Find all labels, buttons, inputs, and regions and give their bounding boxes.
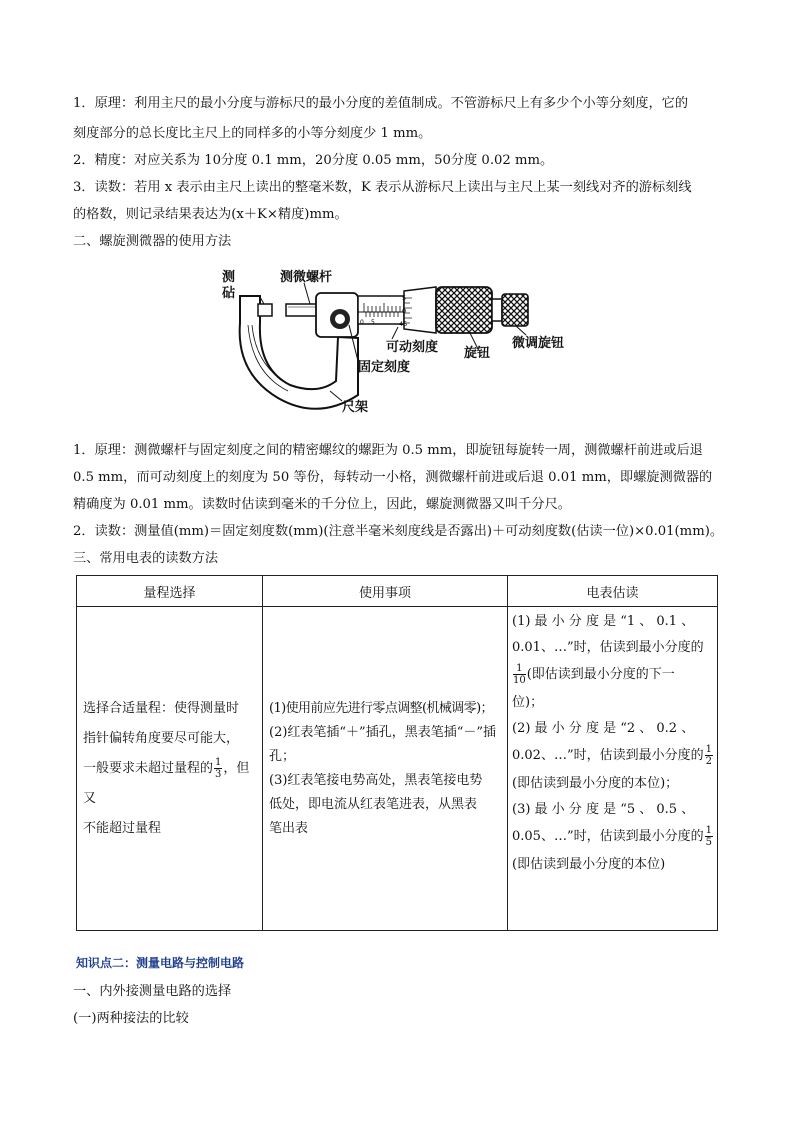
usage-line2: (2)红表笔插“＋”插孔，黑表笔插“－”插 [269, 724, 496, 740]
usage-line6: 笔出表 [269, 820, 309, 836]
figure-label-spindle: 测微螺杆 [280, 270, 333, 285]
estimate-line1: (1) 最 小 分 度 是 “1 、 0.1 、 [512, 614, 695, 629]
vernier-reading-line2: 的格数，则记录结果表达为(x＋K×精度)mm。 [73, 207, 348, 222]
range-line4: 不能超过量程 [83, 820, 162, 836]
subsection-subheading: (一)两种接法的比较 [73, 1011, 189, 1026]
micrometer-principle-line1: 1．原理：测微螺杆与固定刻度之间的精密螺纹的螺距为 0.5 mm，即旋钮每旋转一周，测微螺杆前进或后退 [73, 443, 703, 458]
usage-line3: 孔； [269, 748, 296, 764]
table-cell-range [77, 607, 263, 931]
table-cell-estimate [508, 607, 718, 931]
estimate-line8: (3) 最 小 分 度 是 “5 、 0.5 、 [512, 801, 695, 817]
section-heading-micrometer: 二、螺旋测微器的使用方法 [73, 234, 232, 249]
anvil-shape [258, 304, 272, 316]
figure-label-frame: 尺架 [342, 400, 369, 415]
estimate-line7: (即估读到最小分度的本位)； [512, 776, 679, 791]
knowledge-point-title: 知识点二：测量电路与控制电路 [76, 956, 245, 970]
table-row [77, 607, 718, 931]
fraction-one-half: $\frac{1}{2}$ [705, 744, 712, 767]
estimate-line4: 位)； [512, 695, 544, 710]
usage-line1: (1)使用前应先进行零点调整(机械调零)； [269, 700, 493, 716]
usage-line4: (3)红表笔接电势高处，黑表笔接电势 [269, 772, 483, 788]
usage-line5: 低处，即电流从红表笔进表，从黑表 [269, 796, 478, 812]
estimate-line3: $\frac{1}{10}$ (即估读到最小分度的下一 [513, 663, 675, 686]
figure-label-thimble-scale: 可动刻度 [386, 340, 439, 355]
table-header-range: 量程选择 [77, 576, 263, 607]
table-header-row [77, 576, 718, 607]
table-cell-usage [263, 607, 508, 931]
micrometer-principle-line3: 精确度为 0.01 mm。读数时估读到毫米的千分位上，因此，螺旋测微器又叫千分尺。 [73, 497, 571, 512]
vernier-precision: 2．精度：对应关系为 10分度 0.1 mm，20分度 0.05 mm，50分度 0.02 mm。 [73, 153, 554, 168]
fraction-one-tenth: $\frac{1}{10}$ [513, 663, 526, 686]
range-line2: 指针偏转角度要尽可能大， [83, 730, 240, 746]
micrometer-reading: 2．读数：测量值(mm)＝固定刻度数(mm)(注意半毫米刻度线是否露出)＋可动刻度数(估读一位)×0.01(mm)。 [73, 524, 724, 539]
thimble-tick-0: 0 [402, 307, 407, 315]
sleeve-shape [358, 294, 407, 324]
micrometer-figure [208, 263, 584, 423]
micrometer-principle-line2: 0.5 mm，而可动刻度上的刻度为 50 等份，每转动一小格，测微螺杆前进或后退 0.01 mm，即螺旋测微器的 [73, 470, 713, 485]
estimate-line6: 0.02、…”时，估读到最小分度的 $\frac{1}{2}$ [512, 744, 712, 767]
meter-reading-table [76, 575, 718, 931]
sleeve-label-5: 5 [371, 319, 375, 326]
estimate-line5: (2) 最 小 分 度 是 “2 、 0.2 、 [512, 720, 695, 736]
estimate-line2: 0.01、…”时，估读到最小分度的 [512, 639, 704, 655]
figure-label-sleeve-scale: 固定刻度 [358, 360, 411, 375]
fraction-one-third: $\frac{1}{3}$ [215, 756, 222, 780]
table-header-usage: 使用事项 [263, 576, 508, 607]
range-line1: 选择合适量程：使得测量时 [83, 700, 240, 716]
vernier-principle-line2: 刻度部分的总长度比主尺上的同样多的小等分刻度少 1 mm。 [73, 126, 432, 141]
figure-label-anvil-1: 测 [222, 270, 236, 285]
sleeve-label-0: 0 [360, 319, 364, 326]
thimble-tick-45: 45 [399, 320, 408, 328]
thimble-shape [404, 287, 436, 333]
figure-label-anvil-2: 砧 [222, 286, 236, 301]
range-line3: 一般要求未超过量程的 $\frac{1}{3}$ ，但又 [83, 756, 250, 806]
vernier-reading-line1: 3．读数：若用 x 表示由主尺上读出的整毫米数，K 表示从游标尺上读出与主尺上某一刻线对齐的游标刻线 [73, 180, 692, 195]
fraction-one-fifth: $\frac{1}{5}$ [705, 825, 712, 848]
section-heading-meters: 三、常用电表的读数方法 [73, 551, 219, 566]
vernier-principle-line1: 1．原理：利用主尺的最小分度与游标尺的最小分度的差值制成。不管游标尺上有多少个小等分刻度，它的 [73, 96, 689, 111]
ratchet-shape [502, 294, 528, 326]
estimate-line9: 0.05、…”时，估读到最小分度的 $\frac{1}{5}$ [512, 825, 712, 848]
knob-shape [436, 287, 492, 333]
figure-label-knob: 旋钮 [464, 346, 491, 361]
subsection-heading: 一、内外接测量电路的选择 [73, 984, 232, 999]
figure-label-ratchet: 微调旋钮 [512, 336, 565, 351]
table-header-estimate: 电表估读 [508, 576, 718, 607]
thimble-tick-5: 5 [402, 294, 407, 302]
estimate-line10: (即估读到最小分度的本位) [512, 857, 666, 872]
